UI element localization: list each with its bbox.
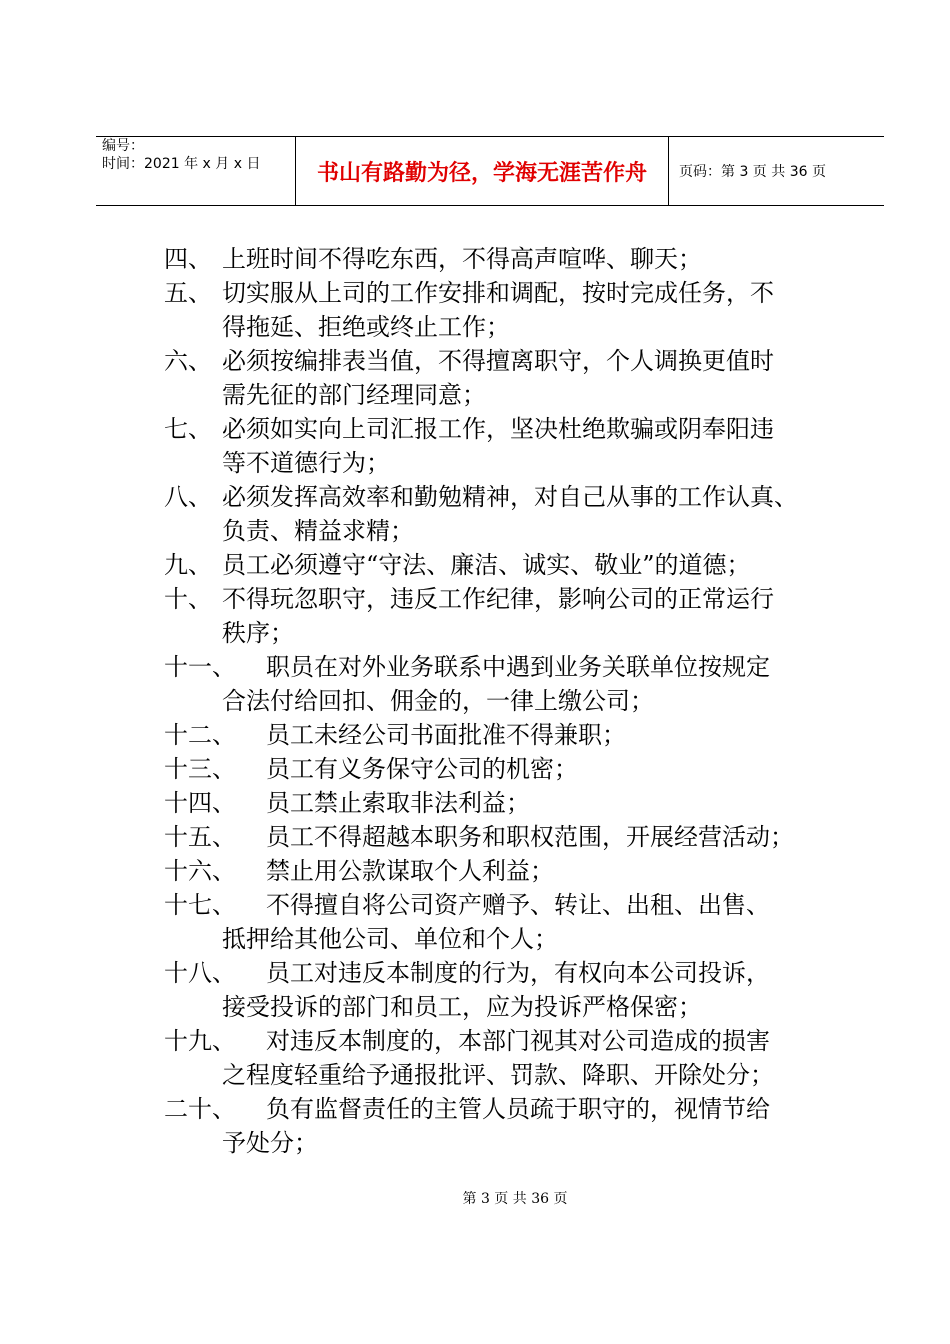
item-text: 员工未经公司书面批准不得兼职； [266, 721, 626, 749]
list-item [164, 480, 844, 548]
item-text: 职员在对外业务联系中遇到业务关联单位按规定 [266, 653, 770, 681]
list-item [164, 344, 844, 412]
item-number: 十六、 [164, 857, 236, 885]
list-item [164, 888, 844, 956]
list-item [164, 548, 844, 582]
item-text-continuation: 之程度轻重给予通报批评、罚款、降职、开除处分； [222, 1061, 774, 1089]
item-text: 对违反本制度的，本部门视其对公司造成的损害 [266, 1027, 770, 1055]
item-text: 员工对违反本制度的行为，有权向本公司投诉， [266, 959, 770, 987]
item-text: 上班时间不得吃东西，不得高声喧哗、聊天； [222, 245, 702, 273]
item-text: 负有监督责任的主管人员疏于职守的，视情节给 [266, 1095, 770, 1123]
list-item [164, 276, 844, 344]
item-text-continuation: 需先征的部门经理同意； [222, 381, 486, 409]
list-item [164, 786, 844, 820]
list-item [164, 752, 844, 786]
item-number: 十七、 [164, 891, 236, 919]
list-item [164, 956, 844, 1024]
item-text-continuation: 抵押给其他公司、单位和个人； [222, 925, 558, 953]
item-text-continuation: 合法付给回扣、佣金的，一律上缴公司； [222, 687, 654, 715]
item-text: 员工不得超越本职务和职权范围，开展经营活动； [266, 823, 794, 851]
item-number: 十二、 [164, 721, 236, 749]
item-text: 必须按编排表当值，不得擅离职守，个人调换更值时 [222, 347, 774, 375]
item-number: 十三、 [164, 755, 236, 783]
item-text: 员工必须遵守“守法、廉洁、诚实、敬业”的道德； [222, 551, 751, 579]
item-text: 切实服从上司的工作安排和调配，按时完成任务，不 [222, 279, 774, 307]
item-number: 八、 [164, 483, 212, 511]
list-item [164, 854, 844, 888]
item-text-continuation: 接受投诉的部门和员工，应为投诉严格保密； [222, 993, 702, 1021]
item-text-continuation: 等不道德行为； [222, 449, 390, 477]
item-text: 禁止用公款谋取个人利益； [266, 857, 554, 885]
item-number: 十九、 [164, 1027, 236, 1055]
item-text: 不得玩忽职守，违反工作纪律，影响公司的正常运行 [222, 585, 774, 613]
header-meta [96, 137, 296, 205]
list-item [164, 412, 844, 480]
item-text: 必须如实向上司汇报工作，坚决杜绝欺骗或阴奉阳违 [222, 415, 774, 443]
item-number: 四、 [164, 245, 212, 273]
document-header [96, 136, 884, 206]
rules-list [164, 242, 844, 1160]
item-number: 二十、 [164, 1095, 236, 1123]
item-number: 九、 [164, 551, 212, 579]
item-number: 十、 [164, 585, 212, 613]
item-text-continuation: 秩序； [222, 619, 294, 647]
item-number: 五、 [164, 279, 212, 307]
item-text-continuation: 得拖延、拒绝或终止工作； [222, 313, 510, 341]
header-motto: 书山有路勤为径，学海无涯苦作舟 [296, 137, 669, 205]
list-item [164, 1092, 844, 1160]
item-text: 员工禁止索取非法利益； [266, 789, 530, 817]
list-item [164, 718, 844, 752]
time-label: 时间：2021 年 x 月 x 日 [102, 156, 261, 172]
item-text: 不得擅自将公司资产赠予、转让、出租、出售、 [266, 891, 770, 919]
item-number: 十四、 [164, 789, 236, 817]
item-number: 十一、 [164, 653, 236, 681]
item-text: 员工有义务保守公司的机密； [266, 755, 578, 783]
list-item [164, 650, 844, 718]
item-text-continuation: 负责、精益求精； [222, 517, 414, 545]
list-item [164, 1024, 844, 1092]
list-item [164, 242, 844, 276]
item-number: 十八、 [164, 959, 236, 987]
item-number: 六、 [164, 347, 212, 375]
list-item [164, 582, 844, 650]
item-number: 七、 [164, 415, 212, 443]
item-text: 必须发挥高效率和勤勉精神，对自己从事的工作认真、 [222, 483, 798, 511]
item-number: 十五、 [164, 823, 236, 851]
list-item [164, 820, 844, 854]
serial-label: 编号： [102, 138, 144, 154]
item-text-continuation: 予处分； [222, 1129, 318, 1157]
page-footer: 第 3 页 共 36 页 [462, 1191, 568, 1207]
header-page-label: 页码：第 3 页 共 36 页 [679, 164, 826, 180]
